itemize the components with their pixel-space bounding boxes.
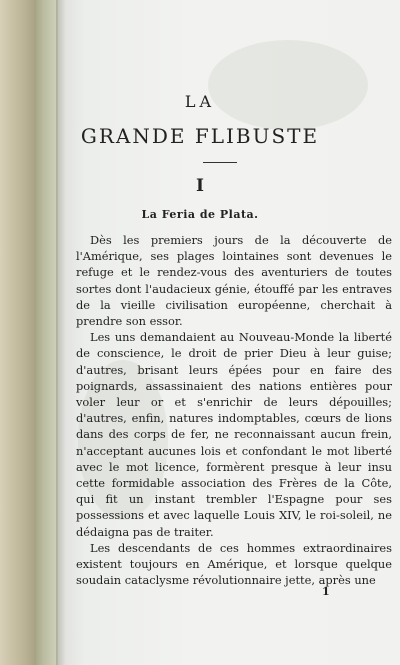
title-top: LA [184,92,216,111]
paragraph: Les uns demandaient au Nouveau-Monde la liberté de conscience, le droit de prier Dieu à leur guise; d'autres, brisant leurs épées pour en faire des poignards, assassinaient des nations entières pour voler leur or et s'enrichir de leurs dépouilles; d'autres, enfin, natures indomptables, cœurs de lions dans des corps de fer, ne reconnaissant aucun frein, n'acceptant aucunes lois et confondant le mot liberté avec le mot licence, formèrent presque à leur insu cette formidable association des Frères de la Côte, qui fit un instant trembler l'Espagne pour ses possessions et avec laquelle Louis XIV, le roi-soleil, ne dédaigna pas de traiter. [76,330,392,539]
book-title: GRANDE FLIBUSTE [80,124,320,148]
chapter-title: La Feria de Plata. [141,208,259,221]
body-text [76,232,392,588]
chapter-number: I [196,176,204,196]
title-divider [203,162,237,163]
paragraph: Les descendants de ces hommes extraordinaires existent toujours en Amérique, et lorsque quelque soudain cataclysme révolutionnaire jette, après une [76,540,392,588]
paragraph: Dès les premiers jours de la découverte de l'Amérique, ses plages lointaines sont devenues le refuge et le rendez-vous des aventuriers de toutes sortes dont l'audacieux génie, étouffé par les entraves de la vieille civilisation européenne, cherchait à prendre son essor. [76,233,392,329]
page-number: 1 [322,585,330,598]
paper-stain [208,40,368,130]
